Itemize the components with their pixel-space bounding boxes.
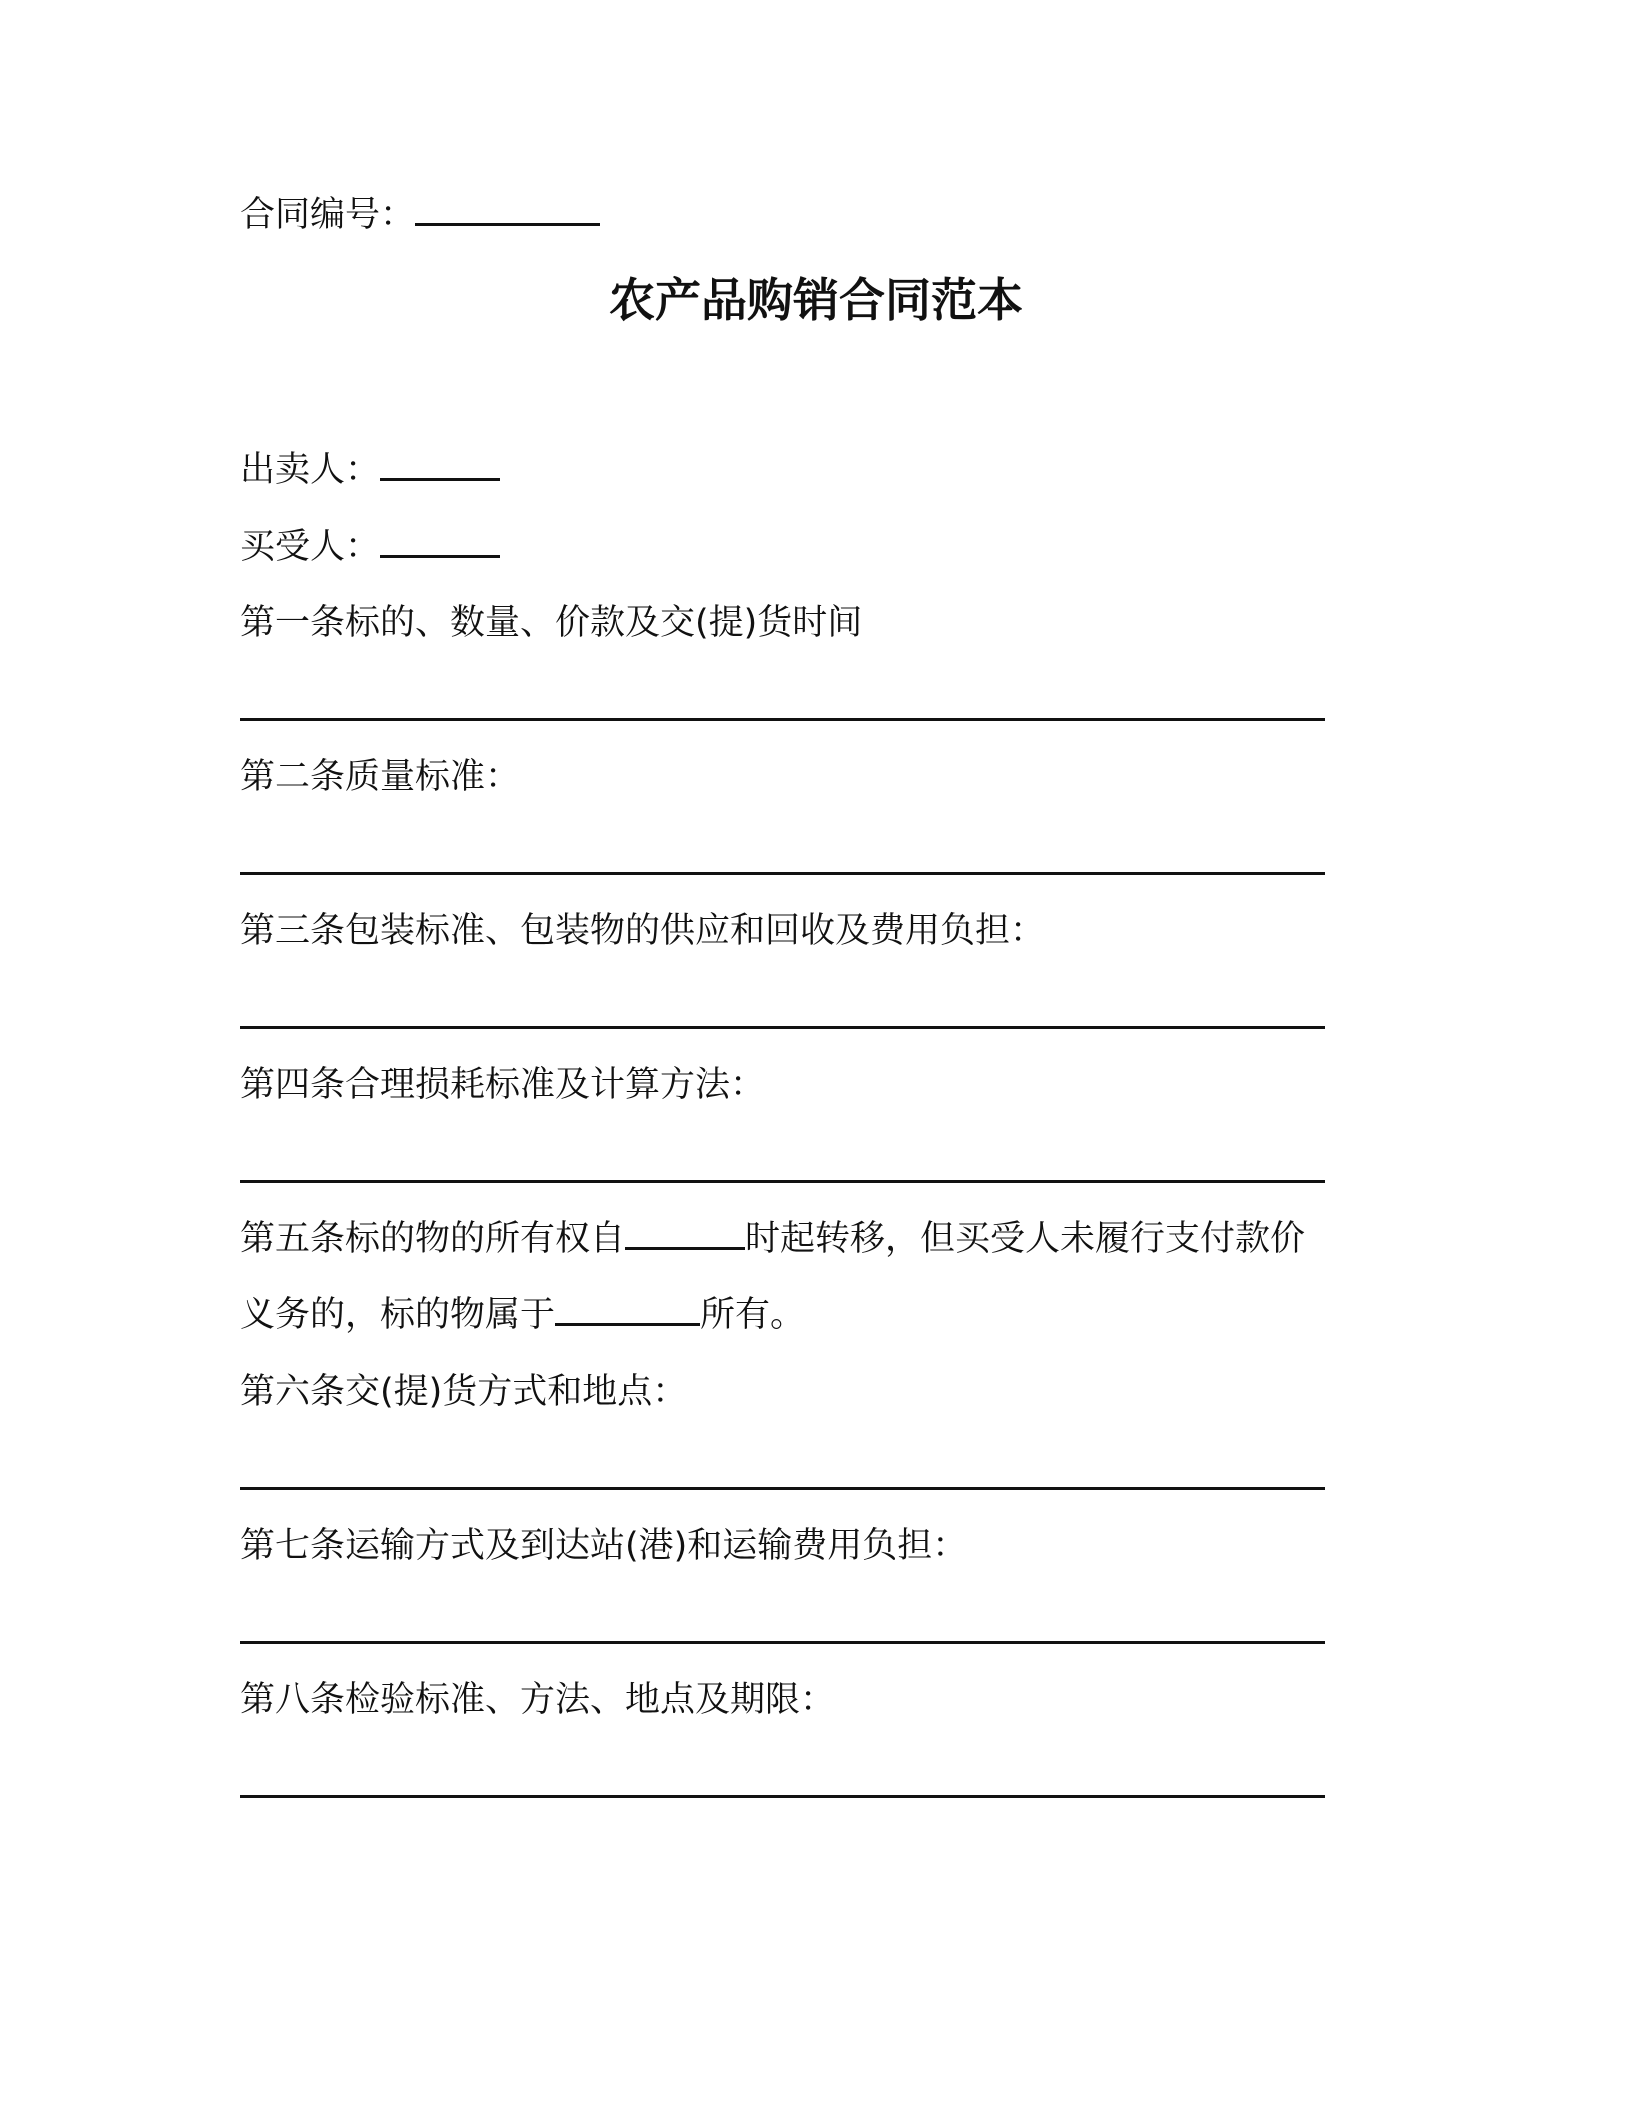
article-8: 第八条检验标准、方法、地点及期限： xyxy=(240,1680,836,1720)
article-1: 第一条标的、数量、价款及交(提)货时间 xyxy=(240,603,863,643)
seller-label: 出卖人： xyxy=(240,450,381,490)
page-title: 农产品购销合同范本 xyxy=(609,273,1023,327)
article-3: 第三条包装标准、包装物的供应和回收及费用负担： xyxy=(240,911,1046,951)
contract-number-line xyxy=(240,190,600,240)
article-1-blank[interactable] xyxy=(240,718,1325,721)
article-7: 第七条运输方式及到达站(港)和运输费用负担： xyxy=(240,1526,968,1566)
contract-number-blank[interactable] xyxy=(415,193,600,226)
article-3-blank[interactable] xyxy=(240,1026,1325,1029)
article-7-blank[interactable] xyxy=(240,1641,1325,1644)
article-5-text-1: 第五条标的物的所有权自 xyxy=(240,1219,626,1259)
buyer-blank[interactable] xyxy=(380,525,500,558)
seller-line xyxy=(240,445,500,495)
seller-blank[interactable] xyxy=(380,448,500,481)
article-8-blank[interactable] xyxy=(240,1795,1325,1798)
article-5-text-4: 所有。 xyxy=(700,1295,806,1335)
article-5-text-3: 义务的，标的物属于 xyxy=(240,1295,556,1335)
article-5-owner-blank[interactable] xyxy=(555,1293,700,1326)
article-5-line-2 xyxy=(240,1290,805,1340)
article-6: 第六条交(提)货方式和地点： xyxy=(240,1372,688,1412)
article-2-blank[interactable] xyxy=(240,872,1325,875)
article-5-line-1 xyxy=(240,1214,1305,1264)
article-4: 第四条合理损耗标准及计算方法： xyxy=(240,1065,766,1105)
article-5-time-blank[interactable] xyxy=(625,1217,745,1250)
buyer-line xyxy=(240,522,500,572)
article-6-blank[interactable] xyxy=(240,1487,1325,1490)
contract-number-label: 合同编号： xyxy=(240,195,416,235)
article-5-text-2: 时起转移，但买受人未履行支付款价 xyxy=(745,1219,1306,1259)
buyer-label: 买受人： xyxy=(240,527,381,567)
article-2: 第二条质量标准： xyxy=(240,757,521,797)
article-4-blank[interactable] xyxy=(240,1180,1325,1183)
